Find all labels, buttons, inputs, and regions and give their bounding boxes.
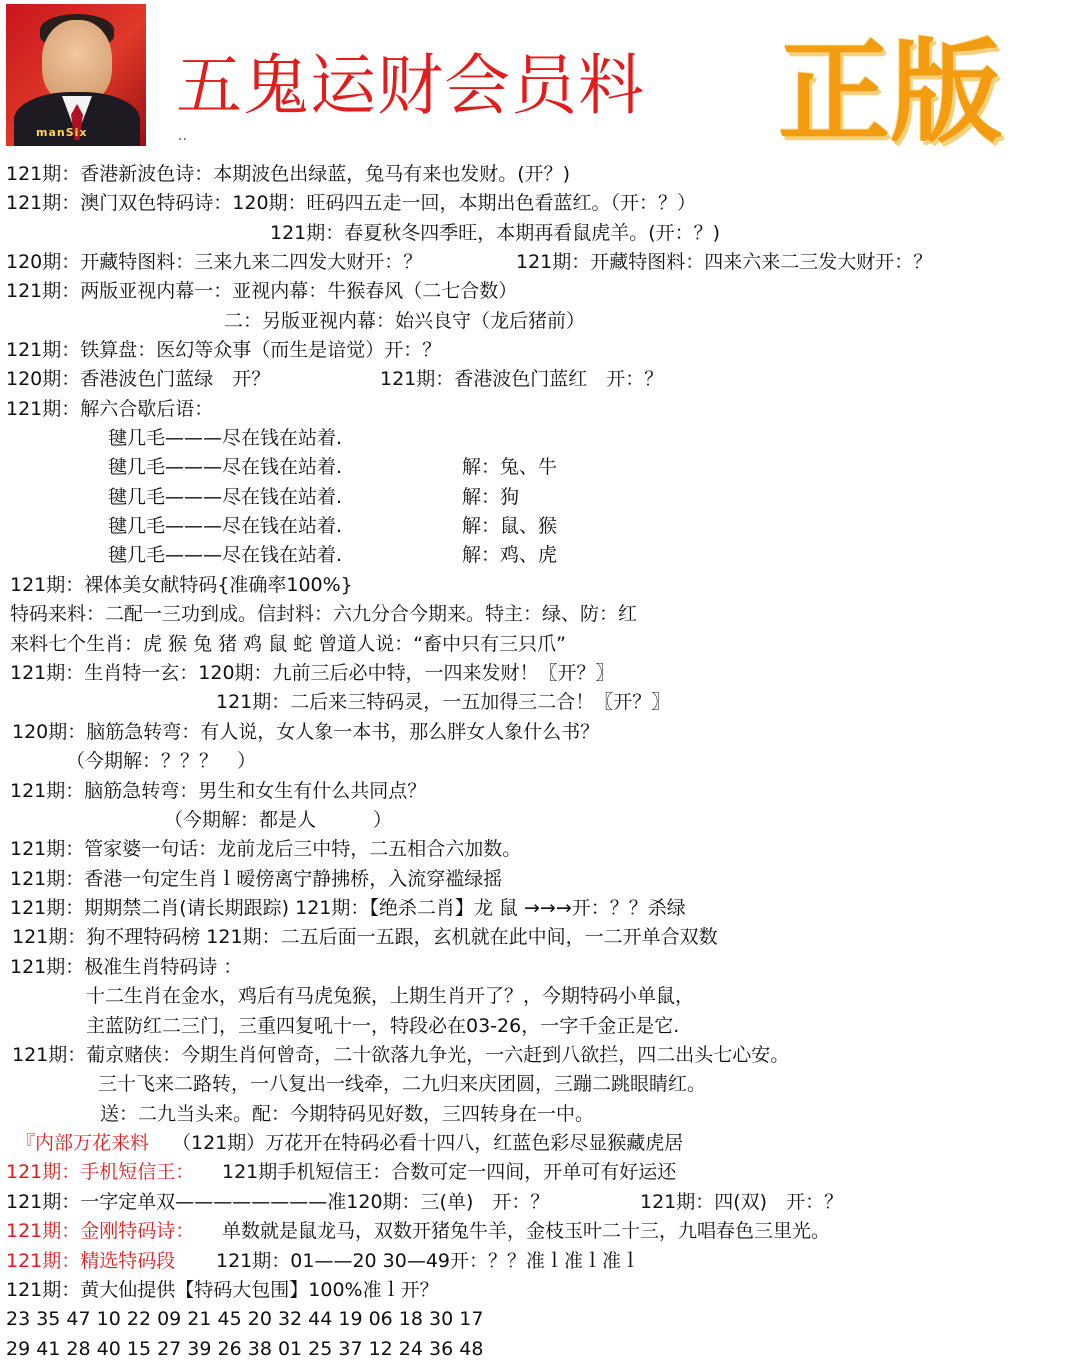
text-line: 121期：二后来三特码灵，一五加得三二合！〖开？〗 [216,691,671,713]
text-line: 121期：澳门双色特码诗：120期：旺码四五走一回，本期出色看蓝红。（开：？） [6,192,697,214]
text-line: 特码来料：二配一三功到成。信封料：六九分合今期来。特主：绿、防：红 [10,603,638,625]
text-line: 120期：脑筋急转弯：有人说，女人象一本书，那么胖女人象什么书？ [12,721,600,743]
text-line: 121期：狗不理特码榜 121期：二五后面一五跟，玄机就在此中间，一二开单合双数 [12,926,718,948]
text-line: 121期：香港新波色诗：本期波色出绿蓝，兔马有来也发财。(开？) [6,163,571,185]
header [0,0,1080,160]
text-line: 121期：生肖特一玄：120期：九前三后必中特，一四来发财！〖开？〗 [10,662,615,684]
text-line: （121期）万花开在特码必看十四八，红蓝色彩尽显猴藏虎居 [172,1132,684,1154]
text-line-highlight: 121期：手机短信王： [6,1161,195,1183]
number-row: 23 35 47 10 22 09 21 45 20 32 44 19 06 18 30 17 [6,1308,484,1330]
text-line: 毽几毛———尽在钱在站着. [108,544,343,566]
text-line: 121期：01——20 30—49开：？？准ｌ准ｌ准ｌ [216,1250,641,1272]
text-line: 120期：香港波色门蓝绿 开？ [6,368,271,390]
text-line: 121期：管家婆一句话：龙前龙后三中特，二五相合六加数。 [10,838,522,860]
text-line: 121期：葡京赌侠：今期生肖何曾奇，二十欲落九争光，一六赶到八欲拦，四二出头七心安。 [12,1044,790,1066]
text-line: 解：兔、牛 [462,456,558,478]
number-row: 29 41 28 40 15 27 39 26 38 01 25 37 12 24 36 48 [6,1338,484,1360]
text-line: 121期：解六合歇后语： [6,398,214,420]
text-line: 121期：开藏特图料：四来六来二三发大财开：？ [516,251,933,273]
text-line: 来料七个生肖：虎 猴 兔 猪 鸡 鼠 蛇 曾道人说：“畜中只有三只爪” [10,633,566,655]
text-line: 121期：春夏秋冬四季旺，本期再看鼠虎羊。(开：？) [270,222,721,244]
text-line: （今期解：都是人 ） [164,809,393,831]
text-line: 毽几毛———尽在钱在站着. [108,515,343,537]
text-line: 毽几毛———尽在钱在站着. [108,486,343,508]
page-title: 五鬼运财会员料 [176,47,645,124]
text-line: 送：二九当头来。配：今期特码见好数，三四转身在一中。 [100,1103,595,1125]
text-line: （今期解：？？？ ） [66,750,257,772]
portrait-photo [6,4,146,146]
title-dots: .. [178,128,187,144]
text-line: 121期：香港波色门蓝红 开：？ [380,368,664,390]
text-line: 二：另版亚视内幕：始兴良守（龙后猪前） [224,310,586,332]
text-line: 解：鼠、猴 [462,515,558,537]
text-line: 毽几毛———尽在钱在站着. [108,427,343,449]
text-line: 121期：一字定单双————————准120期：三(单) 开：？ [6,1191,550,1213]
text-line: 毽几毛———尽在钱在站着. [108,456,343,478]
text-line-highlight: 121期：金刚特码诗： [6,1220,195,1242]
text-line: 121期：裸体美女献特码{准确率100%} [10,574,353,596]
text-line-highlight: 『内部万花来料 [16,1132,150,1154]
text-line: 十二生肖在金水，鸡后有马虎兔猴，上期生肖开了？，今期特码小单鼠， [86,985,695,1007]
text-line: 121期：四(双) 开：？ [640,1191,844,1213]
text-line: 121期：两版亚视内幕一：亚视内幕：牛猴春风（二七合数） [6,280,518,302]
text-line: 解：鸡、虎 [462,544,558,566]
text-line: 121期：脑筋急转弯：男生和女生有什么共同点？ [10,780,427,802]
text-line: 121期：黄大仙提供【特码大包围】100%准ｌ开？ [6,1279,439,1301]
text-line: 121期：期期禁二肖(请长期跟踪) 121期：【绝杀二肖】龙 鼠 →→→开：？？杀绿 [10,897,686,919]
text-line: 121期：香港一句定生肖ｌ暧傍离宁静拂桥，入流穿褴绿摇 [10,868,503,890]
portrait-watermark: manSix [36,126,88,139]
text-line-highlight: 121期：精选特码段 [6,1250,176,1272]
text-line: 121期手机短信王：合数可定一四间，开单可有好运还 [222,1161,677,1183]
text-line: 单数就是鼠龙马，双数开猪兔牛羊，金枝玉叶二十三，九唱春色三里光。 [222,1220,831,1242]
text-line: 主蓝防红二三门，三重四复吼十一，特段必在03-26，一字千金正是它. [86,1015,680,1037]
text-line: 121期：极准生肖特码诗 ： [10,956,243,978]
text-line: 解：狗 [462,486,520,508]
text-line: 三十飞来二路转，一八复出一线牵，二九归来庆团圆，三蹦二跳眼睛红。 [98,1073,707,1095]
text-line: 121期：铁算盘：医幻等众事（而生是谙觉）开：？ [6,339,442,361]
text-line: 120期：开藏特图料：三来九来二四发大财开：？ [6,251,423,273]
genuine-stamp: 正版 [778,27,1002,158]
